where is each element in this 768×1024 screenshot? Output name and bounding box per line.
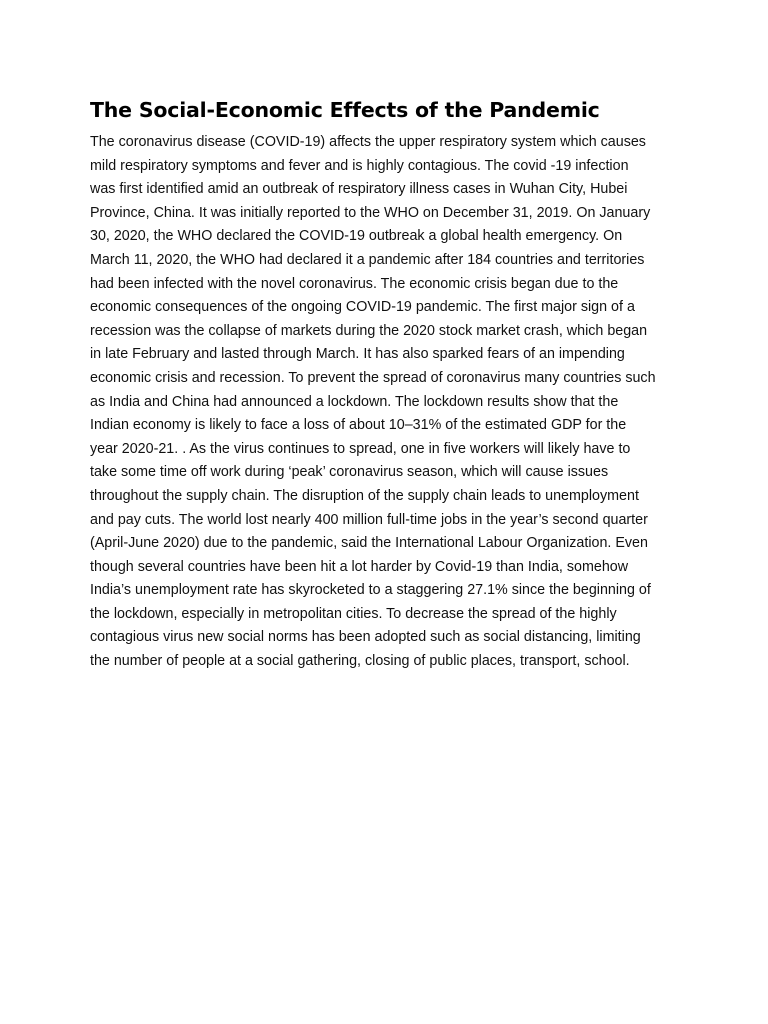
paragraph-line: year 2020-21. . As the virus continues to spread, one in five workers will likely have to	[90, 440, 631, 457]
paragraph-line: contagious virus new social norms has been adopted such as social distancing, limiting	[90, 629, 641, 646]
body-paragraph	[90, 131, 690, 674]
paragraph-line: though several countries have been hit a lot harder by Covid-19 than India, somehow	[90, 558, 629, 575]
paragraph-line: throughout the supply chain. The disruption of the supply chain leads to unemployment	[90, 487, 639, 504]
paragraph-line: Province, China. It was initially reported to the WHO on December 31, 2019. On January	[90, 204, 651, 221]
document-content	[90, 95, 690, 674]
document-title: The Social-Economic Effects of the Pandemic	[90, 98, 600, 122]
paragraph-line: India’s unemployment rate has skyrocketed to a staggering 27.1% since the beginning of	[90, 582, 651, 599]
paragraph-line: Indian economy is likely to face a loss of about 10–31% of the estimated GDP for the	[90, 417, 627, 434]
paragraph-line: recession was the collapse of markets during the 2020 stock market crash, which began	[90, 322, 648, 339]
paragraph-line: mild respiratory symptoms and fever and is highly contagious. The covid -19 infection	[90, 157, 629, 174]
paragraph-line: the lockdown, especially in metropolitan cities. To decrease the spread of the highly	[90, 605, 617, 622]
paragraph-line: was first identified amid an outbreak of respiratory illness cases in Wuhan City, Hubei	[90, 181, 628, 198]
paragraph-line: take some time off work during ‘peak’ coronavirus season, which will cause issues	[90, 464, 609, 481]
paragraph-line: (April-June 2020) due to the pandemic, said the International Labour Organization. Even	[90, 535, 648, 552]
paragraph-line: and pay cuts. The world lost nearly 400 million full-time jobs in the year’s second quarter	[90, 511, 648, 528]
paragraph-line: The coronavirus disease (COVID-19) affects the upper respiratory system which causes	[90, 134, 646, 150]
paragraph-line: economic consequences of the ongoing COVID-19 pandemic. The first major sign of a	[90, 299, 635, 316]
paragraph-line: 30, 2020, the WHO declared the COVID-19 outbreak a global health emergency. On	[90, 228, 623, 245]
paragraph-line: economic crisis and recession. To prevent the spread of coronavirus many countries such	[90, 369, 656, 386]
paragraph-line: March 11, 2020, the WHO had declared it a pandemic after 184 countries and territories	[90, 251, 645, 268]
paragraph-line: in late February and lasted through March. It has also sparked fears of an impending	[90, 346, 625, 363]
paragraph-line: had been infected with the novel coronavirus. The economic crisis began due to the	[90, 275, 619, 292]
paragraph-line: the number of people at a social gathering, closing of public places, transport, school.	[90, 653, 630, 670]
paragraph-line: as India and China had announced a lockdown. The lockdown results show that the	[90, 393, 619, 410]
